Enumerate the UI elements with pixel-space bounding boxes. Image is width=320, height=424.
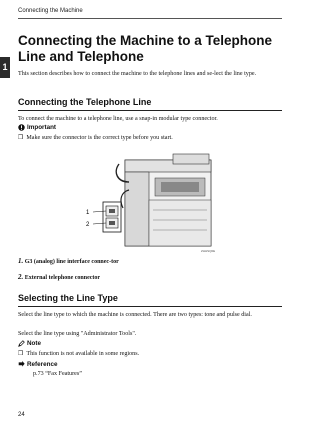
important-item-text: Make sure the connector is the correct type before you start. bbox=[26, 135, 173, 141]
running-header: Connecting the Machine bbox=[18, 8, 83, 14]
reference-arrow-icon bbox=[18, 361, 25, 368]
caption-text: G3 (analog) line interface connec-tor bbox=[24, 259, 119, 265]
section2-body-1: Select the line type to which the machine is connected. There are two types: tone and pulse dial. bbox=[18, 312, 252, 318]
header-divider bbox=[18, 18, 282, 19]
note-pencil-icon bbox=[18, 340, 25, 347]
caption-number: 2. bbox=[18, 273, 24, 281]
chapter-tab: 1 bbox=[0, 57, 10, 78]
reference-label: Reference bbox=[27, 361, 58, 368]
machine-rear-illustration bbox=[73, 152, 223, 254]
caption-item-1 bbox=[18, 258, 138, 267]
caption-number: 1. bbox=[18, 257, 24, 265]
section-divider bbox=[18, 306, 282, 307]
checkbox-icon: ❒ bbox=[18, 134, 24, 141]
page-number: 24 bbox=[18, 412, 25, 418]
note-label-row bbox=[18, 340, 41, 347]
callout-2: 2 bbox=[86, 222, 90, 228]
caption-text: External telephone connector bbox=[24, 275, 101, 281]
important-item bbox=[18, 134, 280, 142]
section-heading-line-type: Selecting the Line Type bbox=[18, 293, 118, 303]
figure-code: ZHHSQ0E bbox=[201, 249, 216, 253]
caption-item-2 bbox=[18, 274, 138, 283]
note-item-text: This function is not available in some regions. bbox=[26, 351, 140, 357]
important-label-row bbox=[18, 124, 56, 131]
important-label: Important bbox=[27, 124, 57, 131]
section-divider bbox=[18, 110, 282, 111]
note-label: Note bbox=[27, 340, 41, 347]
reference-link[interactable]: p.73 “Fax Features” bbox=[33, 371, 82, 377]
note-item bbox=[18, 350, 280, 358]
callout-1: 1 bbox=[86, 210, 90, 216]
section2-body-2: Select the line type using "Administrator Tools". bbox=[18, 331, 137, 337]
reference-label-row bbox=[18, 361, 57, 368]
page-title: Connecting the Machine to a Telephone Line and Telephone bbox=[18, 33, 273, 64]
section1-body: To connect the machine to a telephone line, use a snap-in modular type connector. bbox=[18, 116, 218, 122]
intro-paragraph: This section describes how to connect the machine to the telephone lines and se-lect the line type. bbox=[18, 71, 257, 77]
checkbox-icon: ❒ bbox=[18, 350, 24, 357]
section-heading-connecting-line: Connecting the Telephone Line bbox=[18, 97, 152, 107]
important-icon bbox=[18, 124, 25, 131]
